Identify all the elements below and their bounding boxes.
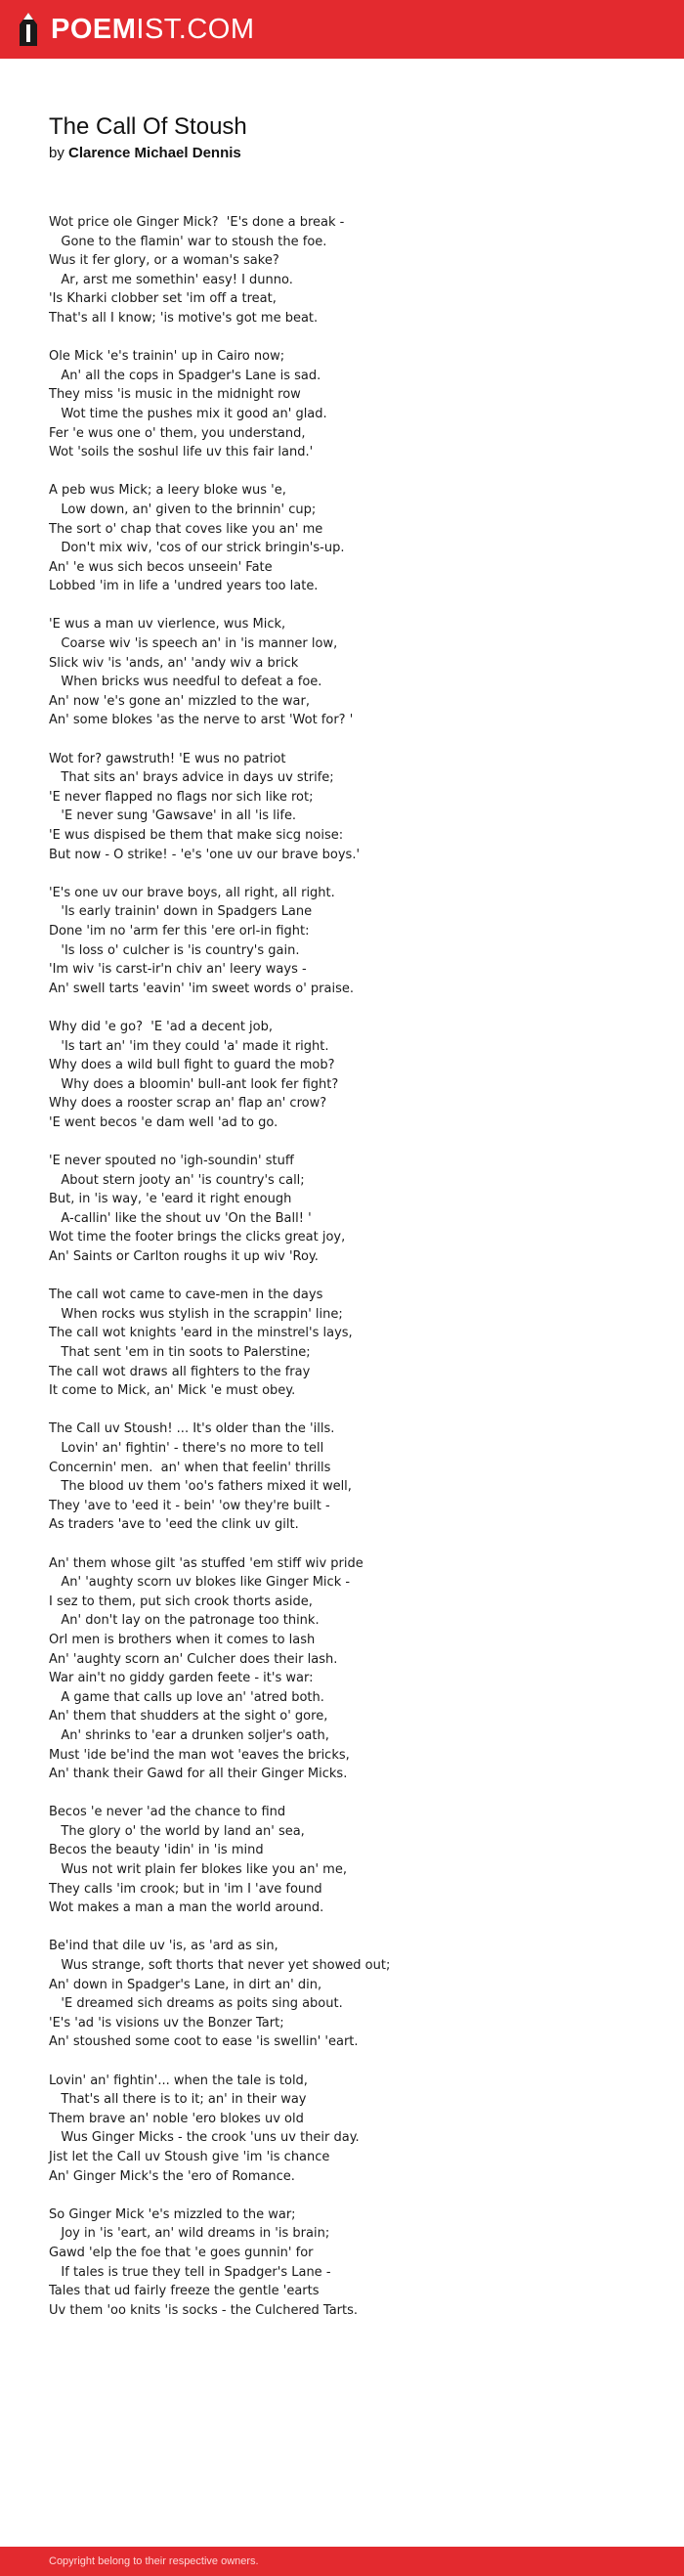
- poem-line: They calls 'im crook; but in 'im I 'ave found: [49, 1881, 322, 1897]
- poem-line: Tales that ud fairly freeze the gentle 'earts: [49, 2284, 320, 2299]
- poem-line: Why does a wild bull fight to guard the mob?: [49, 1058, 335, 1073]
- poem-line: I sez to them, put sich crook thorts aside,: [49, 1594, 313, 1609]
- poem-line: But now - O strike! - 'e's 'one uv our brave boys.': [49, 847, 361, 862]
- poem-line: Wot for? gawstruth! 'E wus no patriot: [49, 751, 286, 766]
- poem-stanza: [49, 481, 655, 596]
- poem-line: The call wot came to cave-men in the days: [49, 1288, 323, 1303]
- site-footer: [0, 2547, 684, 2576]
- poem-line: That sent 'em in tin soots to Palerstine;: [49, 1345, 311, 1361]
- poem-stanza: [49, 347, 655, 462]
- poem-line: Them brave an' noble 'ero blokes uv old: [49, 2111, 304, 2126]
- poem-line: The sort o' chap that coves like you an' me: [49, 521, 323, 537]
- poem-line: An' 'aughty scorn an' Culcher does their lash.: [49, 1651, 338, 1667]
- poem-line: Don't mix wiv, 'cos of our strick bringin's-up.: [49, 541, 345, 556]
- poem-line: An' down in Spadger's Lane, in dirt an' din,: [49, 1977, 322, 1992]
- poem-line: If tales is true they tell in Spadger's Lane -: [49, 2264, 331, 2280]
- poem-line: Why did 'e go? 'E 'ad a decent job,: [49, 1019, 273, 1034]
- poem-line: About stern jooty an' 'is country's call;: [49, 1172, 305, 1188]
- poem-line: That's all I know; 'is motive's got me beat.: [49, 310, 319, 326]
- poem-line: Ar, arst me somethin' easy! I dunno.: [49, 272, 293, 287]
- poem-line: 'E dreamed sich dreams as poits sing about.: [49, 1996, 343, 2012]
- poem-line: Slick wiv 'is 'ands, an' 'andy wiv a brick: [49, 655, 299, 671]
- site-logo-text: POEMIST.COM: [51, 13, 255, 45]
- poem-line: 'Is Kharki clobber set 'im off a treat,: [49, 291, 277, 307]
- poem-line: The glory o' the world by land an' sea,: [49, 1823, 305, 1839]
- poem-line: Wus it fer glory, or a woman's sake?: [49, 253, 279, 269]
- poem-line: As traders 'ave to 'eed the clink uv gilt.: [49, 1517, 299, 1533]
- poem-stanza: [49, 1419, 655, 1535]
- poem-line: A peb wus Mick; a leery bloke wus 'e,: [49, 483, 286, 499]
- poem-line: An' them that shudders at the sight o' gore,: [49, 1709, 328, 1725]
- site-logo[interactable]: [18, 10, 255, 49]
- poem-line: The blood uv them 'oo's fathers mixed it well,: [49, 1479, 352, 1495]
- poem-line: So Ginger Mick 'e's mizzled to the war;: [49, 2206, 296, 2222]
- poem-line: Wot time the footer brings the clicks great joy,: [49, 1230, 346, 1245]
- poem-title: The Call Of Stoush: [49, 113, 247, 140]
- poem-line: An' now 'e's gone an' mizzled to the war,: [49, 693, 310, 709]
- poem-line: That sits an' brays advice in days uv strife;: [49, 770, 334, 786]
- poem-body: [49, 213, 655, 2339]
- poem-line: 'Is tart an' 'im they could 'a' made it right.: [49, 1038, 329, 1054]
- poem-line: When bricks wus needful to defeat a foe.: [49, 675, 322, 690]
- poem-line: An' thank their Gawd for all their Ginger Micks.: [49, 1767, 348, 1782]
- poem-line: Joy in 'is 'eart, an' wild dreams in 'is brain;: [49, 2226, 330, 2242]
- poem-line: The call wot knights 'eard in the minstrel's lays,: [49, 1326, 353, 1341]
- poem-stanza: [49, 2072, 655, 2187]
- poem-line: An' all the cops in Spadger's Lane is sad.: [49, 368, 321, 383]
- poem-line: Coarse wiv 'is speech an' in 'is manner low,: [49, 636, 338, 652]
- poem-line: They miss 'is music in the midnight row: [49, 387, 301, 403]
- poem-line: An' 'e wus sich becos unseein' Fate: [49, 559, 273, 575]
- poem-line: An' Ginger Mick's the 'ero of Romance.: [49, 2168, 295, 2184]
- poem-line: Done 'im no 'arm fer this 'ere orl-in fight:: [49, 923, 310, 939]
- poem-line: The call wot draws all fighters to the fray: [49, 1364, 311, 1379]
- poem-byline: [49, 145, 241, 161]
- poem-line: An' 'aughty scorn uv blokes like Ginger Mick -: [49, 1575, 351, 1591]
- poem-line: 'E never flapped no flags nor sich like rot;: [49, 789, 314, 805]
- poem-line: Uv them 'oo knits 'is socks - the Culchered Tarts.: [49, 2302, 359, 2318]
- poem-line: 'Is early trainin' down in Spadgers Lane: [49, 904, 313, 920]
- poem-line: A-callin' like the shout uv 'On the Ball! ': [49, 1210, 312, 1226]
- poem-line: Be'ind that dile uv 'is, as 'ard as sin,: [49, 1939, 278, 1954]
- poem-line: An' shrinks to 'ear a drunken soljer's oath,: [49, 1727, 329, 1743]
- poem-line: Gone to the flamin' war to stoush the foe.: [49, 234, 327, 249]
- poem-line: Wot price ole Ginger Mick? 'E's done a break -: [49, 215, 345, 230]
- poem-line: War ain't no giddy garden feete - it's war:: [49, 1671, 314, 1686]
- poem-stanza: [49, 750, 655, 865]
- poem-line: But, in 'is way, 'e 'eard it right enough: [49, 1192, 292, 1207]
- poem-stanza: [49, 1286, 655, 1401]
- poem-line: Wot makes a man a man the world around.: [49, 1900, 324, 1916]
- poem-line: An' don't lay on the patronage too think.: [49, 1613, 320, 1629]
- poem-line: That's all there is to it; an' in their way: [49, 2092, 307, 2108]
- poem-stanza: [49, 1018, 655, 1133]
- poem-stanza: [49, 1554, 655, 1784]
- poem-line: Ole Mick 'e's trainin' up in Cairo now;: [49, 349, 285, 365]
- poem-line: Wot time the pushes mix it good an' glad.: [49, 406, 327, 421]
- poem-line: 'E never sung 'Gawsave' in all 'is life.: [49, 808, 297, 824]
- poem-stanza: [49, 1803, 655, 1918]
- poem-line: An' Saints or Carlton roughs it up wiv 'Roy.: [49, 1249, 319, 1265]
- poem-author[interactable]: Clarence Michael Dennis: [68, 145, 241, 161]
- poem-line: 'E's 'ad 'is visions uv the Bonzer Tart;: [49, 2015, 284, 2030]
- poem-line: Wus strange, soft thorts that never yet showed out;: [49, 1958, 391, 1974]
- poem-stanza: [49, 884, 655, 999]
- poem-line: An' some blokes 'as the nerve to arst 'Wot for? ': [49, 713, 354, 728]
- poem-line: Low down, an' given to the brinnin' cup;: [49, 502, 317, 517]
- poem-line: Why does a rooster scrap an' flap an' crow?: [49, 1096, 327, 1112]
- poem-line: Becos the beauty 'idin' in 'is mind: [49, 1843, 264, 1858]
- poem-line: 'E wus a man uv vierlence, wus Mick,: [49, 617, 286, 633]
- poem-line: 'E went becos 'e dam well 'ad to go.: [49, 1114, 278, 1130]
- poem-line: Becos 'e never 'ad the chance to find: [49, 1805, 286, 1820]
- poem-line: Fer 'e wus one o' them, you understand,: [49, 425, 306, 441]
- poem-stanza: [49, 213, 655, 328]
- poem-line: Wus not writ plain fer blokes like you an' me,: [49, 1862, 347, 1878]
- poem-line: Concernin' men. an' when that feelin' thrills: [49, 1460, 331, 1475]
- poem-stanza: [49, 1152, 655, 1267]
- poem-line: 'E's one uv our brave boys, all right, all right.: [49, 885, 335, 900]
- poem-line: 'Is loss o' culcher is 'is country's gain.: [49, 942, 300, 958]
- poem-stanza: [49, 615, 655, 730]
- poem-line: Jist let the Call uv Stoush give 'im 'is chance: [49, 2149, 330, 2164]
- poem-line: Orl men is brothers when it comes to lash: [49, 1632, 316, 1647]
- poem-line: Lovin' an' fightin' - there's no more to tell: [49, 1441, 324, 1456]
- poem-line: Lovin' an' fightin'... when the tale is told,: [49, 2073, 308, 2088]
- poem-line: When rocks wus stylish in the scrappin' line;: [49, 1306, 343, 1322]
- poem-line: Lobbed 'im in life a 'undred years too late.: [49, 579, 319, 594]
- poem-line: 'Im wiv 'is carst-ir'n chiv an' leery ways -: [49, 962, 307, 978]
- poem-line: 'E wus dispised be them that make sicg noise:: [49, 828, 344, 843]
- poem-line: It come to Mick, an' Mick 'e must obey.: [49, 1383, 296, 1399]
- poem-line: Why does a bloomin' bull-ant look fer fight?: [49, 1076, 339, 1092]
- poem-line: The Call uv Stoush! ... It's older than the 'ills.: [49, 1421, 335, 1437]
- poem-line: Wus Ginger Micks - the crook 'uns uv their day.: [49, 2130, 360, 2146]
- pencil-icon: [18, 11, 39, 48]
- site-header: [0, 0, 684, 59]
- copyright-text: Copyright belong to their respective owners.: [49, 2555, 259, 2567]
- poem-line: Must 'ide be'ind the man wot 'eaves the bricks,: [49, 1747, 350, 1763]
- poem-line: 'E never spouted no 'igh-soundin' stuff: [49, 1154, 294, 1169]
- poem-line: Wot 'soils the soshul life uv this fair land.': [49, 445, 314, 460]
- poem-line: An' swell tarts 'eavin' 'im sweet words o' praise.: [49, 981, 355, 996]
- poem-stanza: [49, 2205, 655, 2321]
- poem-line: An' stoushed some coot to ease 'is swellin' 'eart.: [49, 2034, 359, 2050]
- poem-stanza: [49, 1937, 655, 2052]
- by-label: by: [49, 145, 64, 161]
- poem-line: They 'ave to 'eed it - bein' 'ow they're built -: [49, 1498, 330, 1513]
- poem-line: A game that calls up love an' 'atred both.: [49, 1689, 324, 1705]
- poem-line: Gawd 'elp the foe that 'e goes gunnin' for: [49, 2245, 314, 2260]
- poem-line: An' them whose gilt 'as stuffed 'em stiff wiv pride: [49, 1555, 363, 1571]
